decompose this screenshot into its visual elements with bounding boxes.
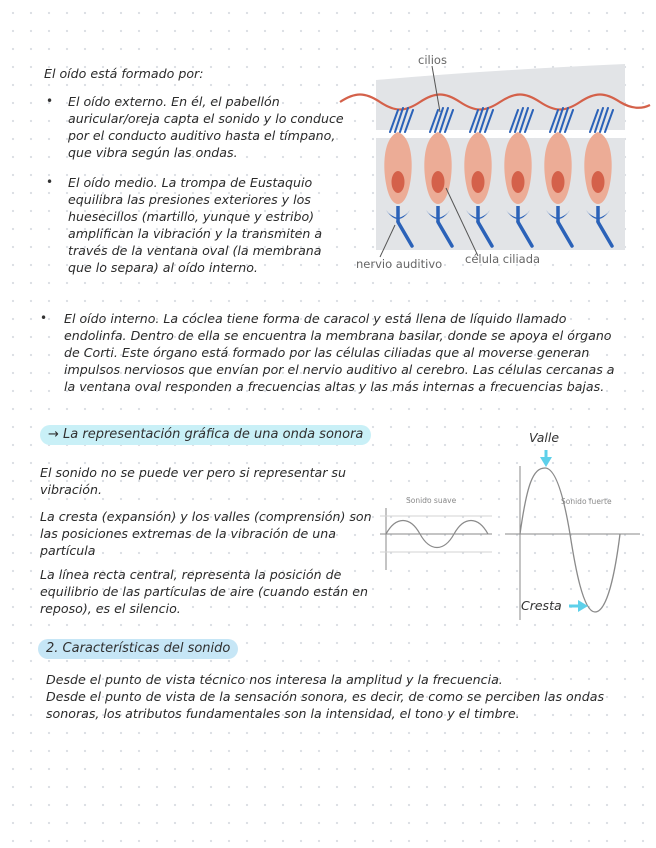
wave-section-heading: → La representación gráfica de una onda sonora [40, 425, 371, 445]
ear-intro: El oído está formado por: [44, 66, 204, 81]
middle-ear-text: El oído medio. La trompa de Eustaquio equilibra las presiones exteriores y los huesecillos (martillo, yunque y estribo) amplifican la vibración y la transmiten a través de la ventana oval (la membrana que lo separa) al oído interno. [68, 175, 323, 275]
wave-paragraph-1: El sonido no se puede ver pero si representar su vibración. [40, 465, 346, 497]
bullet-middle-ear: • [46, 175, 54, 189]
inner-ear-text: El oído interno. La cóclea tiene forma de caracol y está llena de líquido llamado endolinfa. Dentro de ella se encuentra la membrana basilar, donde se apoya el órgano de Corti. Este órgano está formado por las células ciliadas que al moverse generan impulsos nerviosos que envían por el nervio auditivo al cerebro. Las células cercanas a la ventana oval responden a frecuencias altas y las más internas a frecuencias bajas. [64, 311, 615, 394]
label-cilios: cilios [418, 53, 447, 67]
label-cresta: Cresta [521, 598, 562, 613]
hair-cell-diagram [340, 50, 650, 275]
characteristics-paragraph-1: Desde el punto de vista técnico nos interesa la amplitud y la frecuencia. [46, 672, 503, 687]
characteristics-heading: 2. Características del sonido [38, 639, 238, 659]
loud-sound-graph [505, 424, 640, 624]
label-sonido-suave: Sonido suave [406, 496, 457, 505]
outer-ear-text: El oído externo. En él, el pabellón auricular/oreja capta el sonido y lo conduce por el conducto auditivo hasta el tímpano, que vibra según las ondas. [68, 94, 344, 160]
label-sonido-fuerte: Sonido fuerte [561, 497, 612, 506]
label-valle: Valle [529, 430, 560, 445]
label-celula-ciliada: célula ciliada [465, 252, 541, 266]
bullet-inner-ear: • [40, 311, 48, 325]
characteristics-paragraph-2: Desde el punto de vista de la sensación sonora, es decir, de como se perciben las ondas sonoras, los atributos fundamentales son la intensidad, el tono y el timbre. [46, 689, 605, 721]
wave-paragraph-2: La cresta (expansión) y los valles (comprensión) son las posiciones extremas de la vibración de una partícula [40, 509, 372, 558]
wave-paragraph-3: La línea recta central, representa la posición de equilibrio de las partículas de aire (cuando están en reposo), es el silencio. [40, 567, 368, 616]
label-nervio-auditivo: nervio auditivo [356, 257, 443, 271]
bullet-outer-ear: • [46, 94, 54, 108]
soft-sound-graph [380, 492, 492, 576]
